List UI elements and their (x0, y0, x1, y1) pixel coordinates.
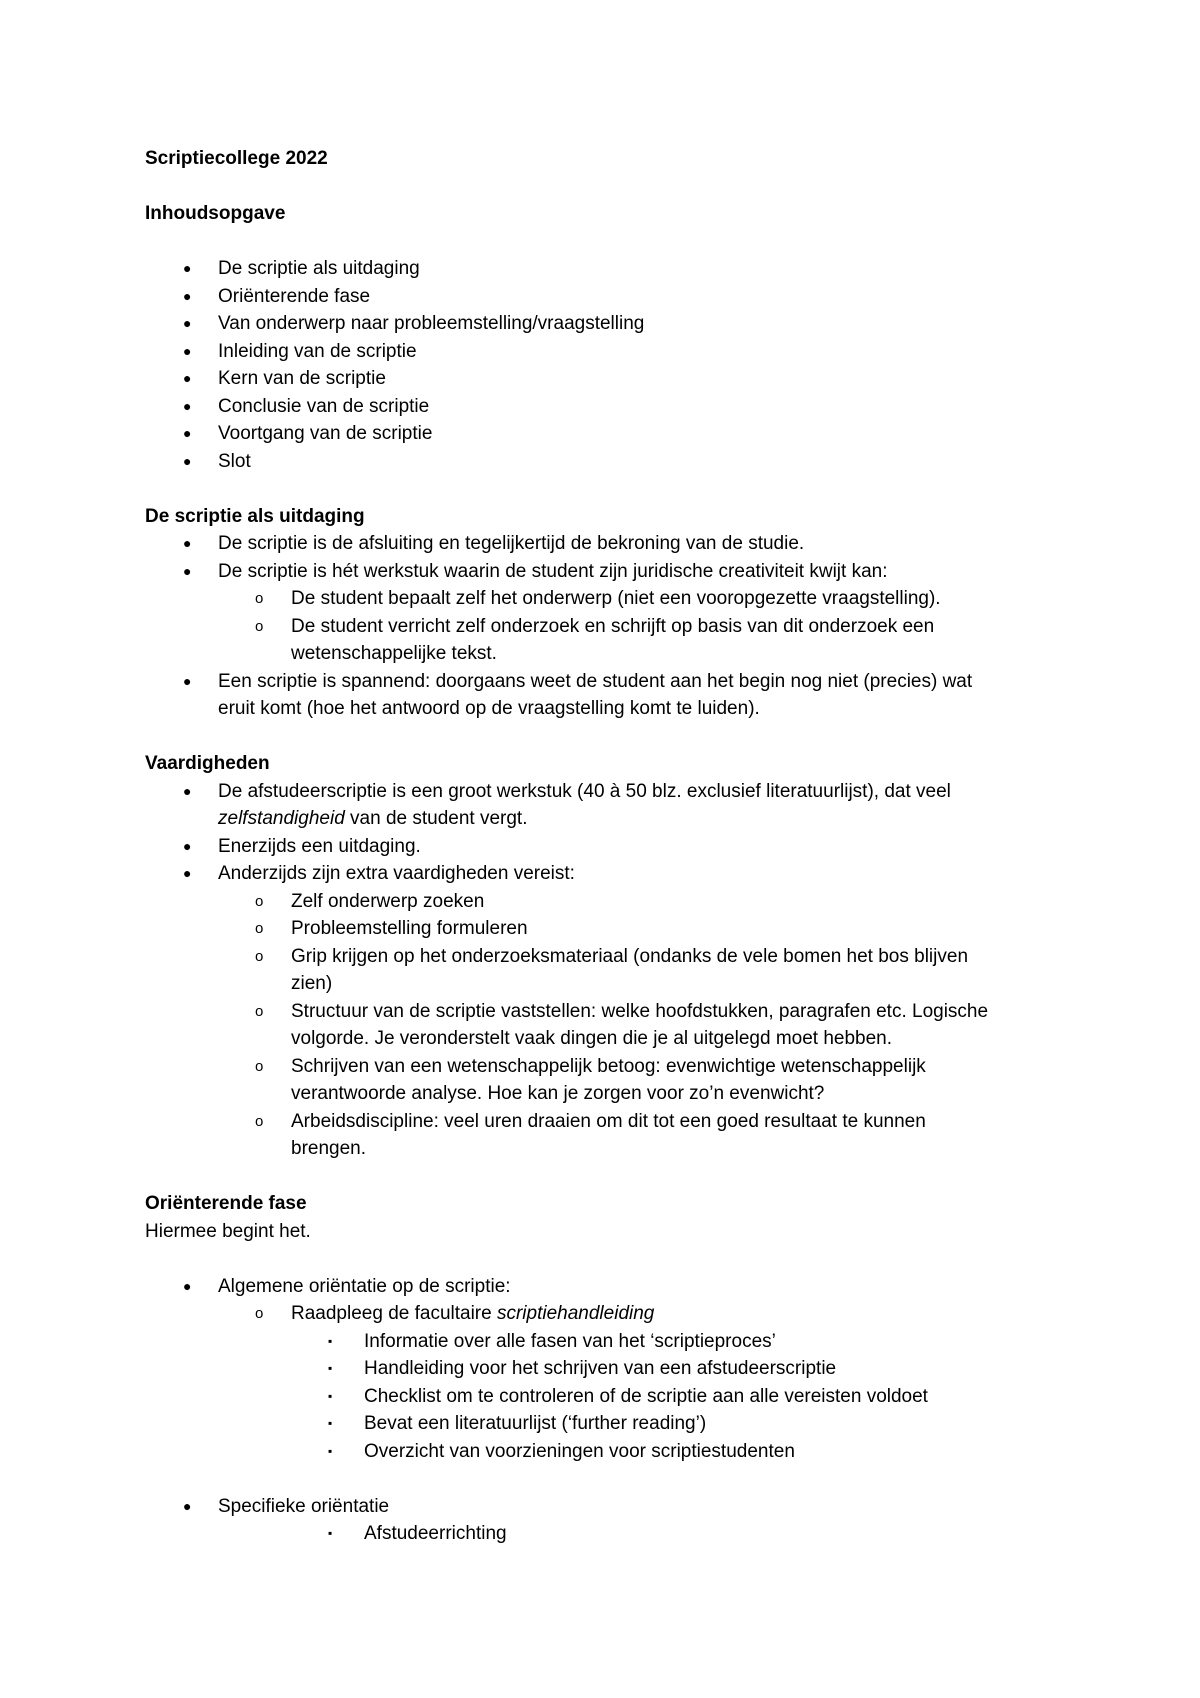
sub-list-item: o Arbeidsdiscipline: veel uren draaien om dit tot een goed resultaat te kunnen (145, 1108, 1050, 1136)
toc-heading: Inhoudsopgave (145, 203, 286, 224)
bullet-icon: ● (183, 425, 192, 441)
sub-list-item-continuation: verantwoorde analyse. Hoe kan je zorgen voor zo’n evenwicht? (291, 1083, 825, 1104)
toc-item: ● Conclusie van de scriptie (145, 393, 1050, 421)
sub-list-item: o Zelf onderwerp zoeken (145, 888, 1050, 916)
section-heading-orienterende-fase: Oriënterende fase (145, 1193, 307, 1214)
circle-bullet-icon: o (255, 1057, 264, 1075)
sub-sub-list-item: ▪ Handleiding voor het schrijven van een afstudeerscriptie (145, 1355, 1050, 1383)
bullet-icon: ● (183, 260, 192, 276)
sub-list-item-continuation: wetenschappelijke tekst. (291, 643, 497, 664)
toc-item: ● Slot (145, 448, 1050, 476)
square-bullet-icon: ▪ (328, 1443, 333, 1458)
sub-sub-list-item: ▪ Bevat een literatuurlijst (‘further reading’) (145, 1410, 1050, 1438)
circle-bullet-icon: o (255, 947, 264, 965)
toc-item: ● Oriënterende fase (145, 283, 1050, 311)
bullet-icon: ● (183, 837, 192, 854)
toc-item: ● Inleiding van de scriptie (145, 338, 1050, 366)
bullet-icon: ● (183, 1277, 192, 1294)
bullet-icon: ● (183, 287, 192, 304)
sub-sub-list-item: ▪ Afstudeerrichting (145, 1520, 1050, 1548)
list-item-continuation: zelfstandigheid van de student vergt. (218, 808, 528, 829)
square-bullet-icon: ▪ (328, 1333, 333, 1348)
list-item: ● Specifieke oriëntatie (145, 1493, 1050, 1521)
sub-list-item-continuation: zien) (291, 973, 333, 994)
bullet-icon: ● (183, 782, 192, 799)
bullet-icon: ● (183, 562, 192, 579)
section-heading-uitdaging: De scriptie als uitdaging (145, 505, 365, 527)
list-item: ● Algemene oriëntatie op de scriptie: (145, 1273, 1050, 1301)
circle-bullet-icon: o (255, 1002, 264, 1020)
bullet-icon: ● (183, 342, 192, 359)
list-item: ● De scriptie is hét werkstuk waarin de student zijn juridische creativiteit kwijt kan: (145, 558, 1050, 586)
circle-bullet-icon: o (255, 920, 264, 937)
list-item-continuation: eruit komt (hoe het antwoord op de vraagstelling komt te luiden). (218, 698, 760, 719)
sub-list-item: o Grip krijgen op het onderzoeksmateriaal (ondanks de vele bomen het bos blijven (145, 943, 1050, 971)
bullet-icon: ● (183, 535, 192, 551)
circle-bullet-icon: o (255, 590, 264, 607)
bullet-icon: ● (183, 865, 192, 881)
bullet-icon: ● (183, 1497, 192, 1514)
document-title: Scriptiecollege 2022 (145, 148, 328, 169)
list-item: ● Een scriptie is spannend: doorgaans weet de student aan het begin nog niet (precies) wat (145, 668, 1050, 696)
circle-bullet-icon: o (255, 892, 264, 910)
sub-list-item: o Raadpleeg de facultaire scriptiehandleiding (145, 1300, 1050, 1328)
bullet-icon: ● (183, 370, 192, 386)
toc-item: ● De scriptie als uitdaging (145, 255, 1050, 283)
section-intro: Hiermee begint het. (145, 1220, 311, 1242)
toc-item: ● Kern van de scriptie (145, 365, 1050, 393)
sub-list-item: o Probleemstelling formuleren (145, 915, 1050, 943)
circle-bullet-icon: o (255, 617, 264, 635)
bullet-icon: ● (183, 672, 192, 689)
list-item: ● De afstudeerscriptie is een groot werkstuk (40 à 50 blz. exclusief literatuurlijst), dat veel (145, 778, 1050, 806)
sub-list-item: o De student verricht zelf onderzoek en schrijft op basis van dit onderzoek een (145, 613, 1050, 641)
sub-list-item-continuation: brengen. (291, 1138, 367, 1159)
list-item: ● Enerzijds een uitdaging. (145, 833, 1050, 861)
toc-item: ● Voortgang van de scriptie (145, 420, 1050, 448)
bullet-icon: ● (183, 397, 192, 414)
sub-list-item: o Schrijven van een wetenschappelijk betoog: evenwichtige wetenschappelijk (145, 1053, 1050, 1081)
circle-bullet-icon: o (255, 1305, 264, 1322)
toc-item: ● Van onderwerp naar probleemstelling/vraagstelling (145, 310, 1050, 338)
sub-sub-list-item: ▪ Overzicht van voorzieningen voor scriptiestudenten (145, 1438, 1050, 1466)
sub-list-item-continuation: volgorde. Je veronderstelt vaak dingen die je al uitgelegd moet hebben. (291, 1028, 893, 1049)
square-bullet-icon: ▪ (328, 1388, 333, 1403)
sub-sub-list-item: ▪ Checklist om te controleren of de scriptie aan alle vereisten voldoet (145, 1383, 1050, 1411)
list-item: ● Anderzijds zijn extra vaardigheden vereist: (145, 860, 1050, 888)
square-bullet-icon: ▪ (328, 1526, 333, 1540)
sub-list-item: o De student bepaalt zelf het onderwerp (niet een vooropgezette vraagstelling). (145, 585, 1050, 613)
bullet-icon: ● (183, 315, 192, 331)
square-bullet-icon: ▪ (328, 1361, 333, 1375)
document-page (145, 145, 1050, 1548)
sub-list-item: o Structuur van de scriptie vaststellen: welke hoofdstukken, paragrafen etc. Logische (145, 998, 1050, 1026)
sub-sub-list-item: ▪ Informatie over alle fasen van het ‘scriptieproces’ (145, 1328, 1050, 1356)
square-bullet-icon: ▪ (328, 1416, 333, 1430)
circle-bullet-icon: o (255, 1112, 264, 1130)
bullet-icon: ● (183, 452, 192, 469)
section-heading-vaardigheden: Vaardigheden (145, 753, 270, 774)
list-item: ● De scriptie is de afsluiting en tegelijkertijd de bekroning van de studie. (145, 530, 1050, 558)
